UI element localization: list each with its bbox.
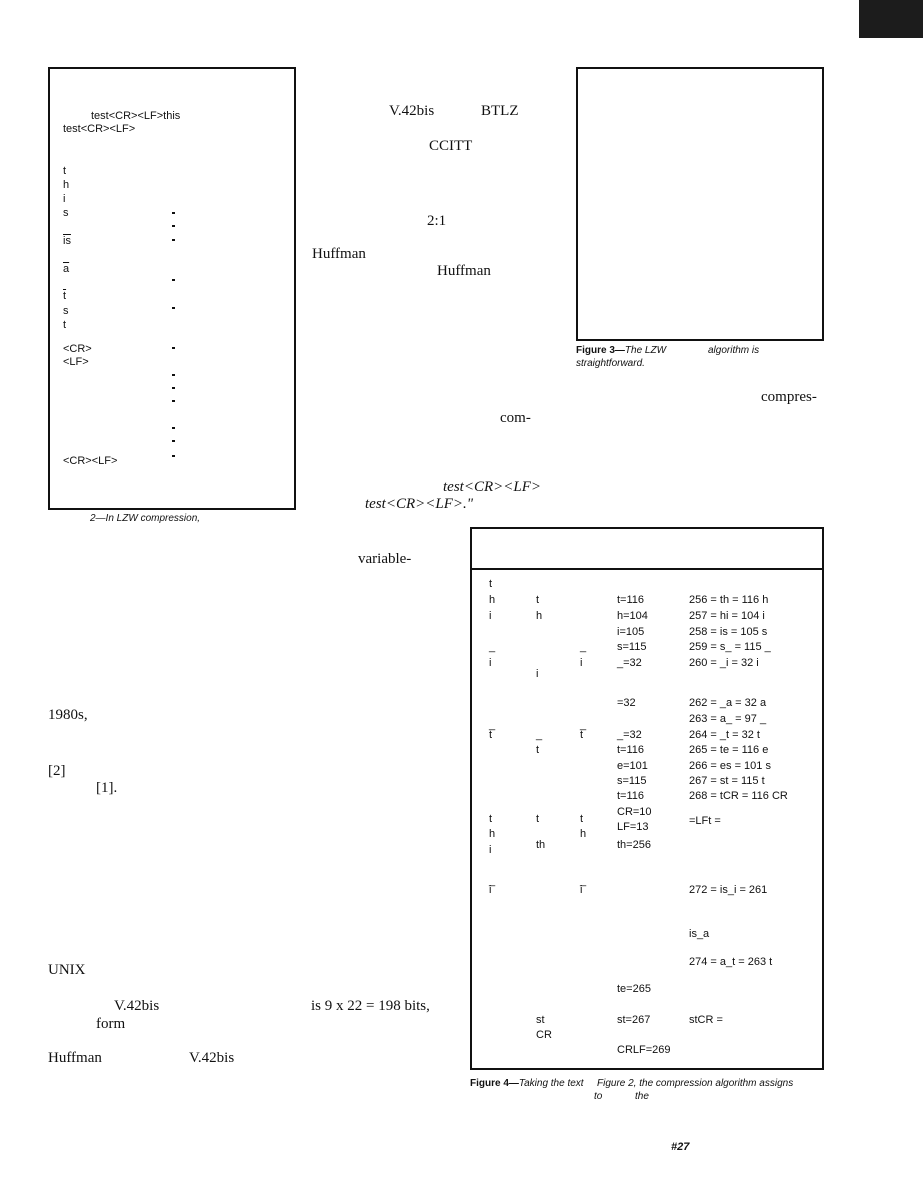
fig4-output-code: _=32: [617, 657, 642, 669]
fig4-input-char: _: [489, 641, 496, 653]
figure-4-caption-line-1: [470, 1078, 584, 1089]
fig4-output-code: CRLF=269: [617, 1044, 671, 1056]
fig4-char: i: [580, 657, 583, 669]
fig4-output-code: =32: [617, 697, 636, 709]
fig4-prefix: i: [536, 668, 539, 680]
figure-3-box: [576, 67, 824, 341]
fig4-char: _: [580, 641, 587, 653]
fig4-dictionary-entry: stCR =: [689, 1014, 723, 1026]
fig4-output-code: i=105: [617, 626, 645, 638]
fig4-dictionary-entry: 260 = _i = 32 i: [689, 657, 759, 669]
fig4-dictionary-entry: 257 = hi = 104 i: [689, 610, 765, 622]
text-test-crlf-1: test<CR><LF>: [443, 479, 541, 495]
text-huffman-1: Huffman: [312, 246, 366, 262]
fig4-input-char: t: [489, 813, 493, 825]
fig2-dash: [172, 212, 175, 214]
fig4-char: _: [580, 719, 587, 731]
text-huffman-3: Huffman: [48, 1050, 102, 1066]
fig2-char-4: s: [63, 207, 69, 219]
fig2-char-1: t: [63, 165, 67, 177]
fig4-output-code: th=256: [617, 839, 651, 851]
fig2-char-3: i: [63, 193, 66, 205]
fig4-dictionary-entry: 265 = te = 116 e: [689, 744, 769, 756]
fig4-dictionary-entry: is_a: [689, 928, 710, 940]
figure-4-caption-d: the: [635, 1091, 649, 1102]
text-v42bis-3: V.42bis: [189, 1050, 235, 1066]
fig2-dash: [172, 400, 175, 402]
fig2-char-8: s: [63, 305, 69, 317]
fig2-lf: <LF>: [63, 356, 89, 368]
fig4-dictionary-entry: 272 = is_i = 261: [689, 884, 768, 896]
fig2-line-2: test<CR><LF>: [63, 123, 136, 135]
fig4-output-code: t=116: [617, 594, 645, 606]
fig2-dash: [172, 347, 175, 349]
figure-3-caption-c: straightforward.: [576, 358, 645, 369]
fig2-dash: [172, 374, 175, 376]
text-ccitt: CCITT: [429, 138, 473, 154]
fig4-input-char: i: [489, 657, 492, 669]
fig4-dictionary-entry: 259 = s_ = 115 _: [689, 641, 771, 653]
fig4-dictionary-entry: =LFt =: [689, 815, 721, 827]
fig4-output-code: LF=13: [617, 821, 649, 833]
scan-corner-mark: [859, 0, 923, 38]
fig2-dash: [172, 239, 175, 241]
fig2-dash: [172, 440, 175, 442]
fig4-dictionary-entry: 274 = a_t = 263 t: [689, 956, 773, 968]
fig4-dictionary-entry: 263 = a_ = 97 _: [689, 713, 767, 725]
text-form: form: [96, 1016, 126, 1032]
fig4-output-code: t=116: [617, 744, 645, 756]
text-compres: compres-: [761, 389, 817, 405]
page-number: #27: [671, 1141, 690, 1153]
fig4-input-char: i: [489, 610, 492, 622]
fig4-input-char: h: [489, 828, 496, 840]
fig4-dictionary-entry: 266 = es = 101 s: [689, 760, 771, 772]
fig4-input-char: h: [489, 594, 496, 606]
fig4-input-char: i: [489, 884, 492, 896]
fig4-dictionary-entry: 258 = is = 105 s: [689, 626, 768, 638]
fig4-input-char: t: [489, 729, 493, 741]
fig4-output-code: _=32: [617, 729, 642, 741]
figure-3-caption-a: The LZW: [624, 345, 667, 356]
figure-2-caption: 2—In LZW compression,: [90, 513, 201, 524]
fig2-line-1: test<CR><LF>this: [91, 110, 181, 122]
fig4-output-code: te=265: [617, 983, 651, 995]
fig4-prefix: t: [536, 744, 540, 756]
fig4-char: t: [580, 813, 584, 825]
figure-4-caption-a: Taking the text: [518, 1078, 584, 1089]
fig4-dictionary-entry: 268 = tCR = 116 CR: [689, 790, 788, 802]
fig4-char: _: [580, 875, 587, 887]
fig4-input-char: _: [489, 719, 496, 731]
fig4-char: t: [580, 729, 584, 741]
text-v42bis-1: V.42bis: [389, 103, 435, 119]
fig4-output-code: s=115: [617, 641, 647, 653]
text-year: 1980s,: [48, 707, 88, 723]
fig4-prefix: h: [536, 610, 543, 622]
text-variable: variable-: [358, 551, 412, 567]
fig4-prefix: th: [536, 839, 546, 851]
fig4-output-code: st=267: [617, 1014, 651, 1026]
fig2-dash: [172, 427, 175, 429]
fig2-dash: [172, 387, 175, 389]
fig4-prefix-extra: st: [536, 1014, 545, 1026]
figure-3-caption-line-1: [576, 345, 666, 356]
text-v42bis-2: V.42bis: [114, 998, 160, 1014]
text-unix: UNIX: [48, 962, 86, 978]
fig4-dictionary-entry: 256 = th = 116 h: [689, 594, 769, 606]
fig2-dash: [172, 307, 175, 309]
fig4-prefix-extra: CR: [536, 1029, 552, 1041]
fig4-char: h: [580, 828, 587, 840]
fig4-output-code: h=104: [617, 610, 648, 622]
fig4-dictionary-entry: 267 = st = 115 t: [689, 775, 765, 787]
figure-4-label: Figure 4—: [470, 1078, 519, 1089]
text-ref2: [2]: [48, 763, 66, 779]
text-ratio: 2:1: [427, 213, 447, 229]
fig4-dictionary-entry: 264 = _t = 32 t: [689, 729, 760, 741]
fig4-input-char: _: [489, 875, 496, 887]
fig2-cr: <CR>: [63, 343, 92, 355]
fig4-output-code: s=115: [617, 775, 647, 787]
fig4-prefix: t: [536, 594, 540, 606]
figure-4-caption-b: Figure 2, the compression algorithm assigns: [597, 1078, 794, 1089]
text-btlz: BTLZ: [481, 103, 519, 119]
figure-4-header-rule: [472, 568, 822, 570]
figure-4-caption-c: to: [594, 1091, 603, 1102]
fig2-dash: [172, 279, 175, 281]
fig2-dash: [172, 225, 175, 227]
text-calc: is 9 x 22 = 198 bits,: [311, 998, 430, 1014]
text-com: com-: [500, 410, 531, 426]
fig4-prefix: t: [536, 813, 540, 825]
fig2-char-6: $\overline{a}$: [63, 263, 70, 275]
fig4-output-code: CR=10: [617, 806, 652, 818]
text-test-crlf-2: test<CR><LF>.": [365, 496, 474, 512]
fig4-output-code: e=101: [617, 760, 648, 772]
fig2-crlf: <CR><LF>: [63, 455, 118, 467]
fig4-dictionary-entry: 262 = _a = 32 a: [689, 697, 767, 709]
figure-3-caption-b: algorithm is: [708, 345, 760, 356]
fig4-input-char: t: [489, 578, 493, 590]
fig2-char-7: $\overline{t}$: [63, 290, 67, 302]
fig4-prefix: _: [536, 729, 543, 741]
fig2-char-2: h: [63, 179, 70, 191]
fig4-input-char: i: [489, 844, 492, 856]
figure-3-label: Figure 3—: [576, 345, 625, 356]
fig4-output-code: t=116: [617, 790, 645, 802]
text-ref1: [1].: [96, 780, 118, 796]
text-huffman-2: Huffman: [437, 263, 491, 279]
fig2-char-9: t: [63, 319, 67, 331]
fig2-char-5: $\overline{is}$: [63, 235, 71, 247]
fig2-dash: [172, 455, 175, 457]
fig4-char: i: [580, 884, 583, 896]
